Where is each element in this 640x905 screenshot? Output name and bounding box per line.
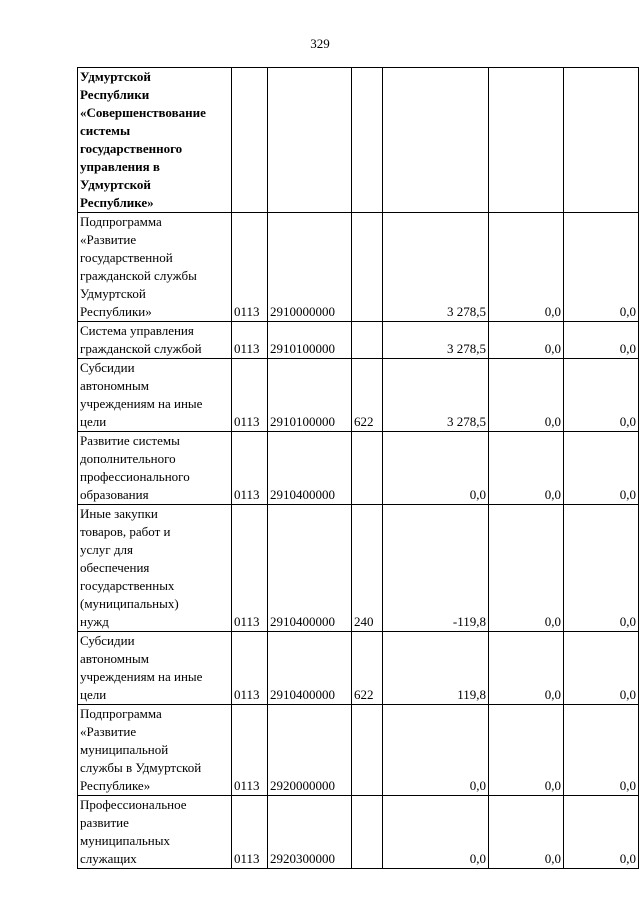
item-name-line: дополнительного [80,451,176,466]
item-name-line: товаров, работ и [80,524,171,539]
item-name-line: Иные закупки [80,506,158,521]
budget-table [77,67,639,869]
item-name-line: государственных [80,578,175,593]
item-name-line: Система управления [80,323,194,338]
amount-cell-2: 0,0 [489,705,564,796]
expense-type-cell [352,322,383,359]
expense-type-cell [352,432,383,505]
item-name-line: автономным [80,378,149,393]
amount-cell-1: 3 278,5 [383,213,489,322]
target-article-cell: 2910100000 [268,359,352,432]
target-article-cell: 2920000000 [268,705,352,796]
item-name-line: государственной [80,250,173,265]
item-name-line: услуг для [80,542,133,557]
amount-cell-3: 0,0 [564,632,639,705]
target-article-cell: 2910400000 [268,632,352,705]
amount-cell-3: 0,0 [564,359,639,432]
target-article-cell: 2910100000 [268,322,352,359]
item-name-line: Республики» [80,304,152,319]
amount-cell-3: 0,0 [564,322,639,359]
amount-cell-1 [383,68,489,213]
amount-cell-2: 0,0 [489,432,564,505]
item-name-line: образования [80,487,149,502]
item-name-cell [78,705,232,796]
item-name-line: государственного [80,141,183,156]
item-name-line: Субсидии [80,360,135,375]
section-code-cell: 0113 [232,359,268,432]
section-code-cell: 0113 [232,432,268,505]
item-name-line: «Развитие [80,232,137,247]
item-name-line: учреждениям на иные [80,396,203,411]
item-name-line: обеспечения [80,560,150,575]
amount-cell-1: -119,8 [383,505,489,632]
expense-type-cell: 622 [352,632,383,705]
target-article-cell: 2910400000 [268,505,352,632]
expense-type-cell: 622 [352,359,383,432]
target-article-cell: 2920300000 [268,796,352,869]
item-name-line: муниципальных [80,833,171,848]
section-code-cell: 0113 [232,705,268,796]
amount-cell-3: 0,0 [564,705,639,796]
amount-cell-1: 3 278,5 [383,359,489,432]
section-code-cell: 0113 [232,505,268,632]
item-name-line: Субсидии [80,633,135,648]
item-name-line: развитие [80,815,129,830]
table-row [78,359,639,432]
page-number: 329 [310,36,330,51]
item-name-line: Республики [80,87,150,102]
table-row [78,432,639,505]
item-name-line: Удмуртской [80,286,146,301]
item-name-line: служащих [80,851,137,866]
amount-cell-2: 0,0 [489,796,564,869]
item-name-line: (муниципальных) [80,596,179,611]
amount-cell-2: 0,0 [489,213,564,322]
amount-cell-2: 0,0 [489,359,564,432]
item-name-line: гражданской службы [80,268,197,283]
amount-cell-1: 119,8 [383,632,489,705]
item-name-line: учреждениям на иные [80,669,203,684]
table-row [78,705,639,796]
budget-table-body [78,68,639,869]
amount-cell-3 [564,68,639,213]
amount-cell-2: 0,0 [489,505,564,632]
target-article-cell: 2910000000 [268,213,352,322]
expense-type-cell [352,68,383,213]
section-code-cell: 0113 [232,796,268,869]
item-name-cell [78,213,232,322]
table-row [78,632,639,705]
item-name-cell [78,505,232,632]
expense-type-cell [352,213,383,322]
item-name-line: автономным [80,651,149,666]
section-code-cell: 0113 [232,213,268,322]
table-row [78,505,639,632]
item-name-cell [78,68,232,213]
item-name-line: Удмуртской [80,177,151,192]
expense-type-cell [352,705,383,796]
item-name-line: Развитие системы [80,433,180,448]
target-article-cell: 2910400000 [268,432,352,505]
item-name-line: системы [80,123,131,138]
item-name-cell [78,359,232,432]
amount-cell-3: 0,0 [564,213,639,322]
item-name-line: управления в [80,159,160,174]
item-name-line: Подпрограмма [80,214,162,229]
item-name-line: гражданской службой [80,341,202,356]
amount-cell-1: 3 278,5 [383,322,489,359]
amount-cell-1: 0,0 [383,796,489,869]
table-row [78,68,639,213]
amount-cell-3: 0,0 [564,505,639,632]
item-name-line: Республике» [80,778,151,793]
item-name-line: профессионального [80,469,190,484]
expense-type-cell: 240 [352,505,383,632]
table-row [78,213,639,322]
amount-cell-1: 0,0 [383,432,489,505]
table-row [78,322,639,359]
item-name-line: «Совершенствование [80,105,206,120]
item-name-line: нужд [80,614,109,629]
amount-cell-1: 0,0 [383,705,489,796]
amount-cell-3: 0,0 [564,796,639,869]
item-name-cell [78,796,232,869]
section-code-cell: 0113 [232,322,268,359]
item-name-line: службы в Удмуртской [80,760,202,775]
item-name-cell [78,432,232,505]
amount-cell-3: 0,0 [564,432,639,505]
item-name-line: Подпрограмма [80,706,162,721]
amount-cell-2: 0,0 [489,632,564,705]
amount-cell-2: 0,0 [489,322,564,359]
item-name-line: цели [80,687,107,702]
table-row [78,796,639,869]
item-name-line: Республике» [80,195,154,210]
section-code-cell: 0113 [232,632,268,705]
item-name-cell [78,632,232,705]
item-name-cell [78,322,232,359]
item-name-line: «Развитие [80,724,137,739]
section-code-cell [232,68,268,213]
item-name-line: Профессиональное [80,797,187,812]
item-name-line: цели [80,414,107,429]
item-name-line: муниципальной [80,742,169,757]
target-article-cell [268,68,352,213]
item-name-line: Удмуртской [80,69,151,84]
expense-type-cell [352,796,383,869]
amount-cell-2 [489,68,564,213]
